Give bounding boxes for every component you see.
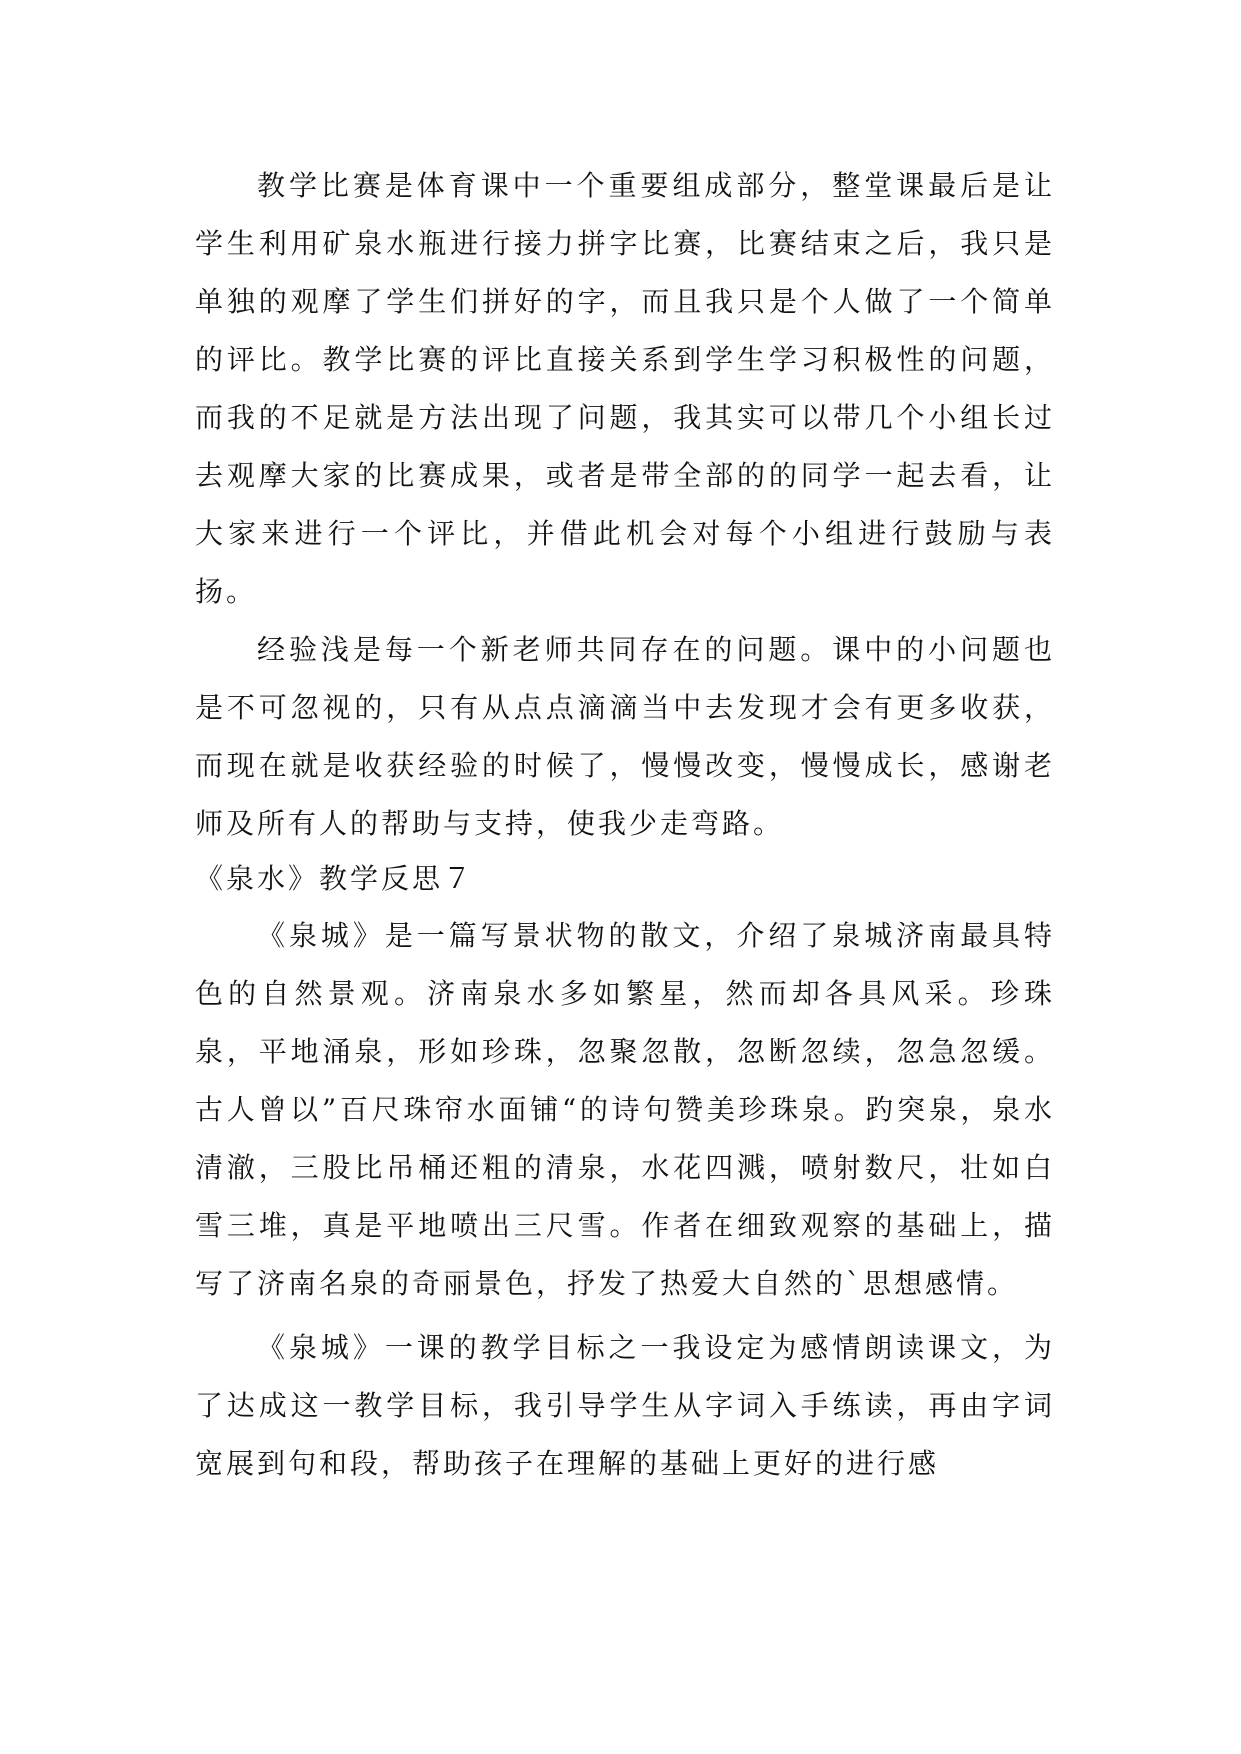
paragraph-competition-review: 教学比赛是体育课中一个重要组成部分，整堂课最后是让学生利用矿泉水瓶进行接力拼字比赛，比赛结束之后，我只是单独的观摩了学生们拼好的字，而且我只是个人做了一个简单的评比。教学比赛的评比直接关系到学生学习积极性的问题，而我的不足就是方法出现了问题，我其实可以带几个小组长过去观摩大家的比赛成果，或者是带全部的的同学一起去看，让大家来进行一个评比，并借此机会对每个小组进行鼓励与表扬。 [195, 169, 1055, 608]
paragraph-quancheng-intro: 《泉城》是一篇写景状物的散文，介绍了泉城济南最具特色的自然景观。济南泉水多如繁星，然而却各具风采。珍珠泉，平地涌泉，形如珍珠，忽聚忽散，忽断忽续，忽急忽缓。古人曾以”百尺珠帘水面铺“的诗句赞美珍珠泉。趵突泉，泉水清澈，三股比吊桶还粗的清泉，水花四溅，喷射数尺，壮如白雪三堆，真是平地喷出三尺雪。作者在细致观察的基础上，描写了济南名泉的奇丽景色，抒发了热爱大自然的`思想感情。 [195, 919, 1055, 1300]
section-heading: 《泉水》教学反思７ [195, 862, 475, 895]
document-page [195, 157, 1055, 1493]
paragraph-teaching-goal: 《泉城》一课的教学目标之一我设定为感情朗读课文，为了达成这一教学目标，我引导学生从字词入手练读，再由字词宽展到句和段，帮助孩子在理解的基础上更好的进行感 [195, 1331, 1055, 1480]
paragraph-experience: 经验浅是每一个新老师共同存在的问题。课中的小问题也是不可忽视的，只有从点点滴滴当中去发现才会有更多收获，而现在就是收获经验的时候了，慢慢改变，慢慢成长，感谢老师及所有人的帮助与支持，使我少走弯路。 [195, 633, 1055, 840]
